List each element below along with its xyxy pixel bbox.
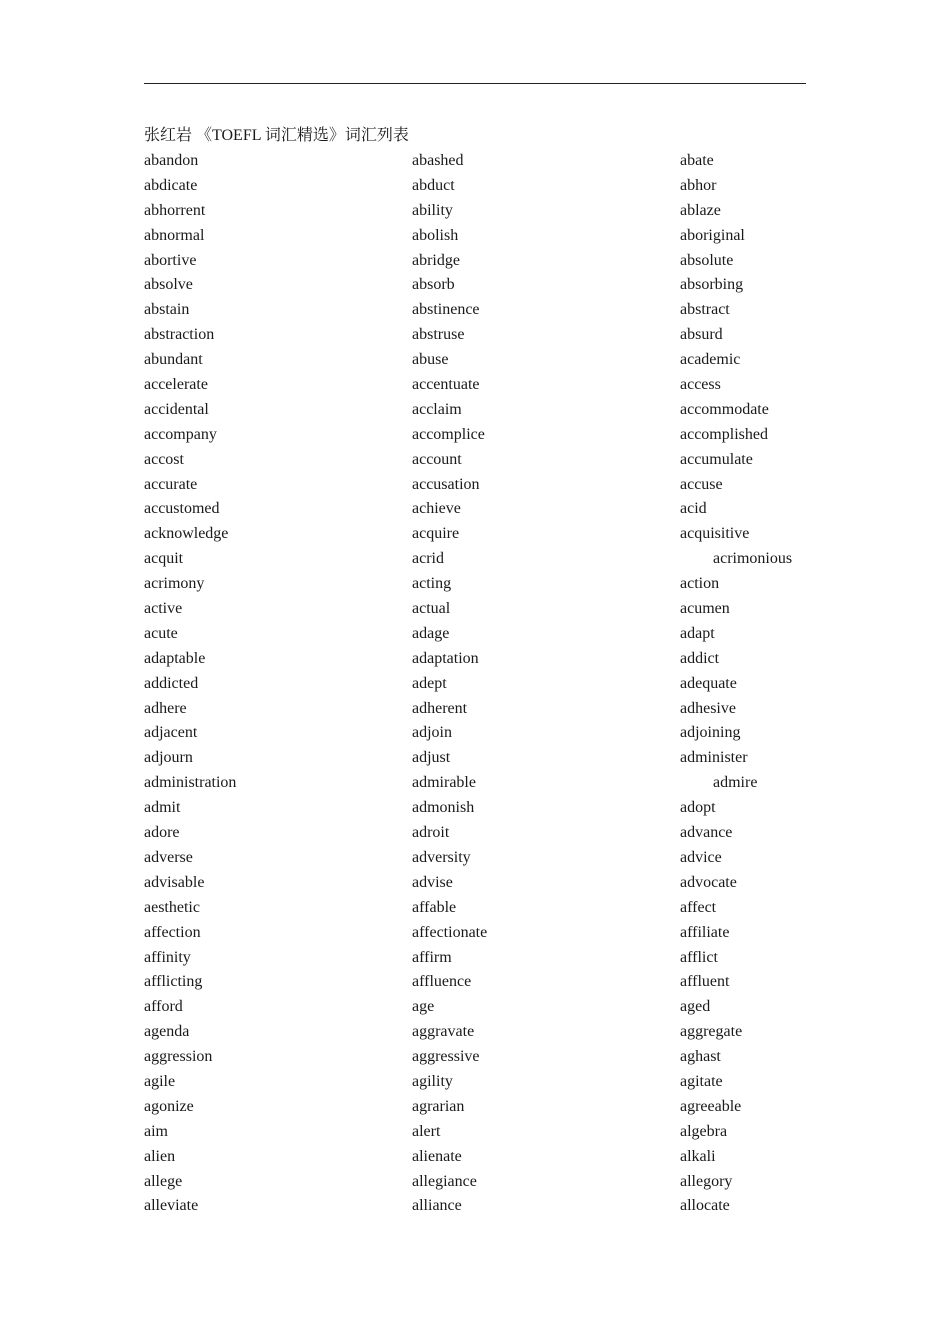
vocabulary-word: abnormal [144, 226, 205, 244]
document-title: 张红岩 《TOEFL 词汇精选》词汇列表 [144, 127, 409, 144]
vocabulary-word: adage [412, 624, 450, 642]
vocabulary-word: addicted [144, 674, 199, 692]
vocabulary-word: agility [412, 1072, 453, 1090]
vocabulary-word: ablaze [680, 201, 721, 219]
vocabulary-word: active [144, 600, 183, 618]
word-row [144, 946, 814, 971]
vocabulary-word: abhorrent [144, 201, 206, 219]
vocabulary-word: abandon [144, 152, 199, 169]
word-row [144, 871, 814, 896]
word-row [144, 597, 814, 622]
word-row [144, 149, 814, 174]
vocabulary-word: absolute [680, 251, 734, 269]
vocabulary-word: adjoining [680, 724, 741, 742]
vocabulary-word: acting [412, 575, 452, 593]
word-row [144, 373, 814, 398]
word-row [144, 224, 814, 249]
word-row [144, 821, 814, 846]
vocabulary-word: adjoin [412, 724, 452, 742]
vocabulary-word: allegory [680, 1172, 733, 1190]
vocabulary-word: accurate [144, 475, 198, 493]
vocabulary-word: addict [680, 649, 720, 667]
vocabulary-word: abhor [680, 176, 717, 194]
vocabulary-word: adore [144, 824, 180, 842]
vocabulary-word: affect [680, 898, 717, 916]
vocabulary-word: acknowledge [144, 525, 229, 543]
word-row [144, 896, 814, 921]
vocabulary-word: accuse [680, 475, 723, 493]
vocabulary-word: adversity [412, 848, 471, 866]
vocabulary-word: alienate [412, 1147, 462, 1165]
vocabulary-word: afflict [680, 948, 718, 966]
vocabulary-word: affinity [144, 948, 191, 966]
vocabulary-word: aggregate [680, 1023, 743, 1041]
vocabulary-word: advisable [144, 873, 205, 891]
word-row [144, 1145, 814, 1170]
vocabulary-word-list [144, 149, 814, 1219]
word-row [144, 771, 814, 796]
word-row [144, 497, 814, 522]
word-row [144, 1045, 814, 1070]
word-row [144, 1095, 814, 1120]
vocabulary-word: accusation [412, 475, 480, 493]
vocabulary-word: affluence [412, 973, 472, 991]
word-row [144, 199, 814, 224]
vocabulary-word: agrarian [412, 1097, 465, 1115]
vocabulary-word: aim [144, 1122, 168, 1140]
vocabulary-word: afford [144, 998, 183, 1016]
vocabulary-word: admire [713, 774, 758, 792]
vocabulary-word: alien [144, 1147, 176, 1165]
vocabulary-word: admirable [412, 774, 476, 792]
vocabulary-word: abashed [412, 152, 464, 169]
vocabulary-word: adequate [680, 674, 737, 692]
word-row [144, 522, 814, 547]
vocabulary-word: acrimonious [713, 550, 793, 568]
vocabulary-word: accidental [144, 400, 209, 418]
vocabulary-word: acrid [412, 550, 444, 568]
vocabulary-word: absorbing [680, 276, 744, 294]
vocabulary-word: absorb [412, 276, 455, 294]
vocabulary-word: abolish [412, 226, 459, 244]
word-row [144, 249, 814, 274]
vocabulary-word: acute [144, 624, 178, 642]
vocabulary-word: accomplice [412, 425, 485, 443]
vocabulary-word: action [680, 575, 720, 593]
vocabulary-word: adapt [680, 624, 715, 642]
vocabulary-word: agonize [144, 1097, 194, 1115]
vocabulary-word: accost [144, 450, 184, 468]
vocabulary-word: affection [144, 923, 201, 941]
vocabulary-word: advance [680, 824, 733, 842]
word-row [144, 348, 814, 373]
word-row [144, 995, 814, 1020]
vocabulary-word: achieve [412, 500, 461, 518]
vocabulary-word: adaptable [144, 649, 206, 667]
word-row [144, 398, 814, 423]
word-row [144, 921, 814, 946]
vocabulary-word: abuse [412, 351, 449, 369]
vocabulary-word: advocate [680, 873, 737, 891]
word-row [144, 1170, 814, 1195]
vocabulary-word: aggression [144, 1048, 213, 1066]
vocabulary-word: adjacent [144, 724, 198, 742]
vocabulary-word: affable [412, 898, 457, 916]
vocabulary-word: absurd [680, 326, 723, 344]
vocabulary-word: acrimony [144, 575, 205, 593]
vocabulary-word: academic [680, 351, 741, 369]
vocabulary-word: abstract [680, 301, 730, 319]
vocabulary-word: accomplished [680, 425, 768, 443]
vocabulary-word: adopt [680, 799, 716, 817]
word-row [144, 1194, 814, 1219]
word-row [144, 473, 814, 498]
vocabulary-word: abstinence [412, 301, 480, 319]
vocabulary-word: alert [412, 1122, 441, 1140]
word-row [144, 572, 814, 597]
vocabulary-word: accommodate [680, 400, 769, 418]
vocabulary-word: abstruse [412, 326, 465, 344]
word-row [144, 697, 814, 722]
vocabulary-word: abstraction [144, 326, 215, 344]
vocabulary-word: adjust [412, 749, 451, 767]
vocabulary-word: aesthetic [144, 898, 200, 916]
vocabulary-word: abortive [144, 251, 197, 269]
vocabulary-word: abate [680, 152, 714, 169]
word-row [144, 1020, 814, 1045]
word-row [144, 547, 814, 572]
vocabulary-word: acquisitive [680, 525, 750, 543]
vocabulary-word: alkali [680, 1147, 716, 1165]
vocabulary-word: adherent [412, 699, 468, 717]
vocabulary-word: adverse [144, 848, 193, 866]
vocabulary-word: adhesive [680, 699, 736, 717]
word-row [144, 273, 814, 298]
word-row [144, 721, 814, 746]
vocabulary-word: aggressive [412, 1048, 480, 1066]
word-row [144, 746, 814, 771]
vocabulary-word: aggravate [412, 1023, 475, 1041]
vocabulary-word: ability [412, 201, 453, 219]
vocabulary-word: agreeable [680, 1097, 742, 1115]
vocabulary-word: access [680, 376, 721, 394]
vocabulary-word: adept [412, 674, 447, 692]
vocabulary-word: affirm [412, 948, 452, 966]
vocabulary-word: absolve [144, 276, 193, 294]
vocabulary-word: adroit [412, 824, 450, 842]
vocabulary-word: alleviate [144, 1197, 199, 1215]
vocabulary-word: aghast [680, 1048, 721, 1066]
vocabulary-word: age [412, 998, 435, 1016]
vocabulary-word: allege [144, 1172, 183, 1190]
vocabulary-word: adaptation [412, 649, 479, 667]
word-row [144, 423, 814, 448]
vocabulary-word: affiliate [680, 923, 730, 941]
vocabulary-word: acquit [144, 550, 184, 568]
vocabulary-word: acumen [680, 600, 730, 618]
vocabulary-word: abridge [412, 251, 460, 269]
vocabulary-word: allocate [680, 1197, 730, 1215]
vocabulary-word: abstain [144, 301, 190, 319]
vocabulary-word: allegiance [412, 1172, 477, 1190]
word-row [144, 174, 814, 199]
vocabulary-word: actual [412, 600, 451, 618]
vocabulary-word: agitate [680, 1072, 723, 1090]
word-row [144, 846, 814, 871]
vocabulary-word: adhere [144, 699, 187, 717]
vocabulary-word: accustomed [144, 500, 220, 518]
vocabulary-word: acquire [412, 525, 460, 543]
vocabulary-word: acclaim [412, 400, 462, 418]
vocabulary-word: admonish [412, 799, 475, 817]
vocabulary-word: aboriginal [680, 226, 745, 244]
vocabulary-word: adjourn [144, 749, 193, 767]
word-row [144, 1120, 814, 1145]
vocabulary-word: abundant [144, 351, 203, 369]
vocabulary-word: aged [680, 998, 711, 1016]
vocabulary-word: afflicting [144, 973, 203, 991]
vocabulary-word: alliance [412, 1197, 462, 1215]
word-row [144, 796, 814, 821]
vocabulary-word: accumulate [680, 450, 753, 468]
word-row [144, 672, 814, 697]
vocabulary-word: acid [680, 500, 707, 518]
word-row [144, 1070, 814, 1095]
vocabulary-word: accelerate [144, 376, 208, 394]
vocabulary-word: algebra [680, 1122, 728, 1140]
vocabulary-word: advise [412, 873, 453, 891]
vocabulary-word: administer [680, 749, 748, 767]
vocabulary-word: administration [144, 774, 237, 792]
word-row [144, 970, 814, 995]
vocabulary-word: affluent [680, 973, 730, 991]
header-rule [144, 83, 806, 84]
word-row [144, 622, 814, 647]
vocabulary-word: advice [680, 848, 722, 866]
word-row [144, 298, 814, 323]
vocabulary-word: abduct [412, 176, 455, 194]
vocabulary-word: accentuate [412, 376, 480, 394]
vocabulary-word: accompany [144, 425, 217, 443]
vocabulary-word: account [412, 450, 462, 468]
vocabulary-word: admit [144, 799, 181, 817]
word-row [144, 323, 814, 348]
vocabulary-word: abdicate [144, 176, 198, 194]
vocabulary-word: agenda [144, 1023, 190, 1041]
word-row [144, 647, 814, 672]
vocabulary-word: agile [144, 1072, 176, 1090]
word-row [144, 448, 814, 473]
vocabulary-word: affectionate [412, 923, 488, 941]
